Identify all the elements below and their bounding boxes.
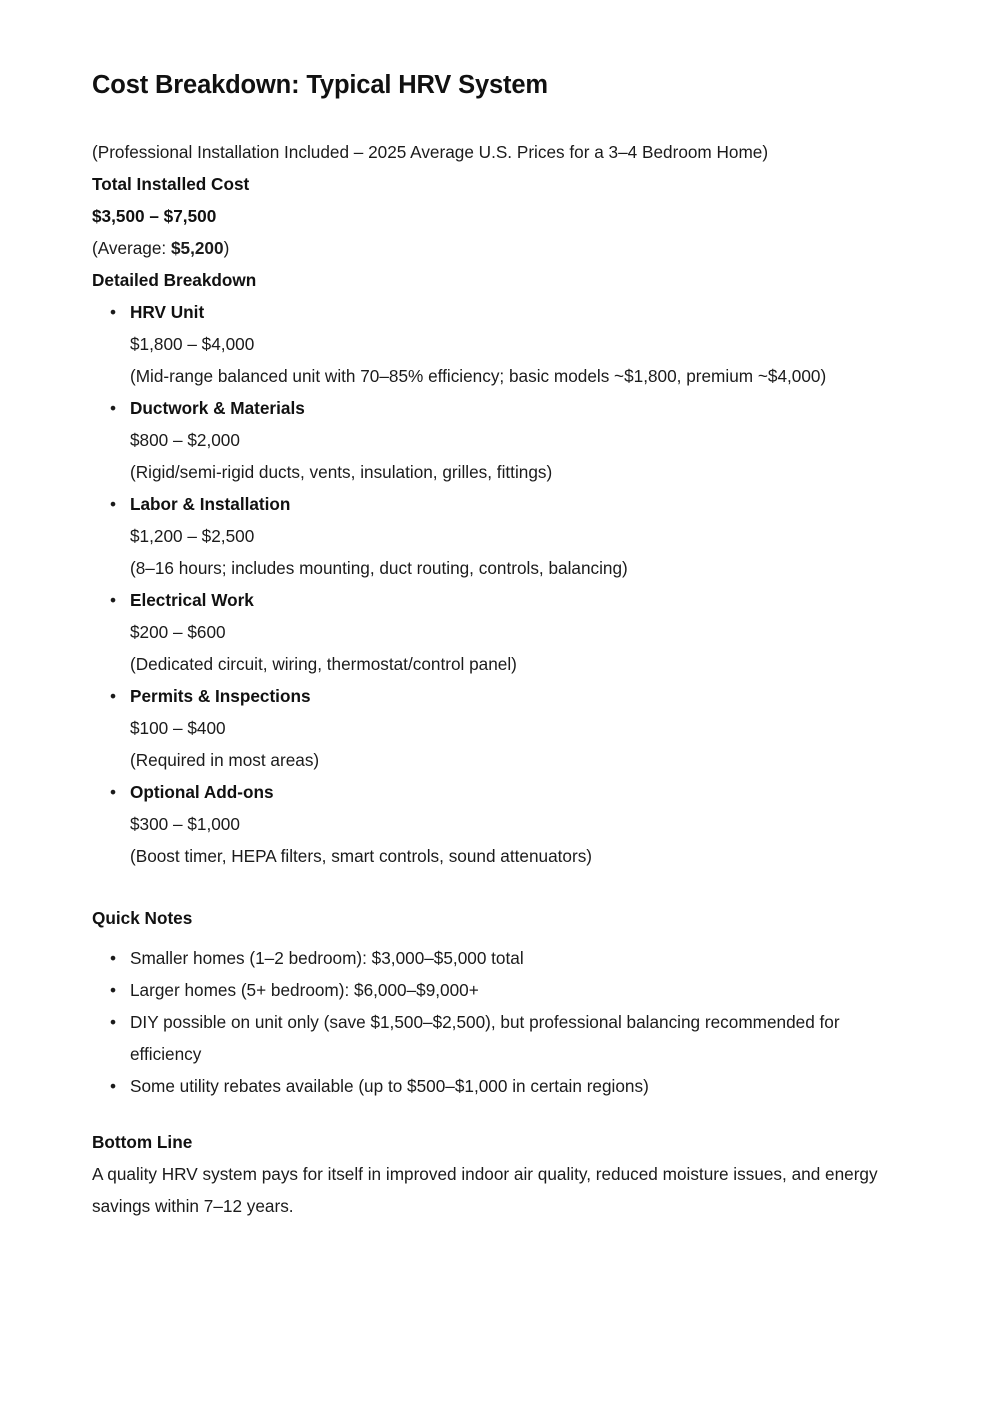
- list-item: [92, 680, 905, 776]
- breakdown-item-price: $800 – $2,000: [130, 429, 240, 450]
- breakdown-item-price: $100 – $400: [130, 717, 226, 738]
- bottom-line-heading: Bottom Line: [92, 1131, 193, 1152]
- average-suffix: ): [223, 237, 230, 258]
- spacer: [92, 934, 905, 942]
- list-item: [92, 392, 905, 488]
- breakdown-item-title: • Ductwork & Materials: [130, 397, 305, 418]
- breakdown-item-title: • Optional Add-ons: [130, 781, 274, 802]
- detailed-breakdown-heading: Detailed Breakdown: [92, 269, 257, 290]
- breakdown-item-note: (Required in most areas): [130, 749, 320, 770]
- spacer: [92, 1102, 905, 1126]
- list-item: • Smaller homes (1–2 bedroom): $3,000–$5,000 total: [92, 942, 905, 974]
- quick-notes-heading: Quick Notes: [92, 907, 193, 928]
- breakdown-item-note: (Boost timer, HEPA filters, smart controls, sound attenuators): [130, 845, 593, 866]
- list-item: • DIY possible on unit only (save $1,500–$2,500), but professional balancing recommended for efficiency: [92, 1006, 905, 1070]
- breakdown-item-title: • Electrical Work: [130, 589, 254, 610]
- list-item: [92, 488, 905, 584]
- list-item: [92, 776, 905, 872]
- document-subtitle: (Professional Installation Included – 2025 Average U.S. Prices for a 3–4 Bedroom Home): [92, 141, 769, 162]
- breakdown-item-note: (Rigid/semi-rigid ducts, vents, insulation, grilles, fittings): [130, 461, 553, 482]
- list-item: [92, 296, 905, 392]
- breakdown-item-note: (8–16 hours; includes mounting, duct routing, controls, balancing): [130, 557, 628, 578]
- detailed-breakdown-list: [92, 296, 905, 872]
- list-item: • Some utility rebates available (up to $500–$1,000 in certain regions): [92, 1070, 905, 1102]
- breakdown-item-title: • Permits & Inspections: [130, 685, 311, 706]
- list-item: • Larger homes (5+ bedroom): $6,000–$9,000+: [92, 974, 905, 1006]
- breakdown-item-note: (Mid-range balanced unit with 70–85% efficiency; basic models ~$1,800, premium ~$4,000): [130, 365, 827, 386]
- spacer: [92, 872, 905, 902]
- bottom-line-text: A quality HRV system pays for itself in improved indoor air quality, reduced moisture issues, and energy savings within 7–12 years.: [92, 1163, 878, 1216]
- breakdown-item-price: $1,800 – $4,000: [130, 333, 255, 354]
- page-title: Cost Breakdown: Typical HRV System: [92, 71, 548, 99]
- breakdown-item-price: $1,200 – $2,500: [130, 525, 255, 546]
- total-installed-cost-label: Total Installed Cost: [92, 173, 250, 194]
- list-item: [92, 584, 905, 680]
- breakdown-item-title: • HRV Unit: [130, 301, 205, 322]
- total-installed-cost-range: $3,500 – $7,500: [92, 205, 217, 226]
- breakdown-item-price: $300 – $1,000: [130, 813, 240, 834]
- average-prefix: (Average:: [92, 237, 171, 258]
- quick-notes-list: [92, 942, 905, 1102]
- average-cost-line: [92, 232, 905, 264]
- breakdown-item-note: (Dedicated circuit, wiring, thermostat/control panel): [130, 653, 517, 674]
- average-value: $5,200: [170, 237, 224, 258]
- breakdown-item-price: $200 – $600: [130, 621, 226, 642]
- breakdown-item-title: • Labor & Installation: [130, 493, 291, 514]
